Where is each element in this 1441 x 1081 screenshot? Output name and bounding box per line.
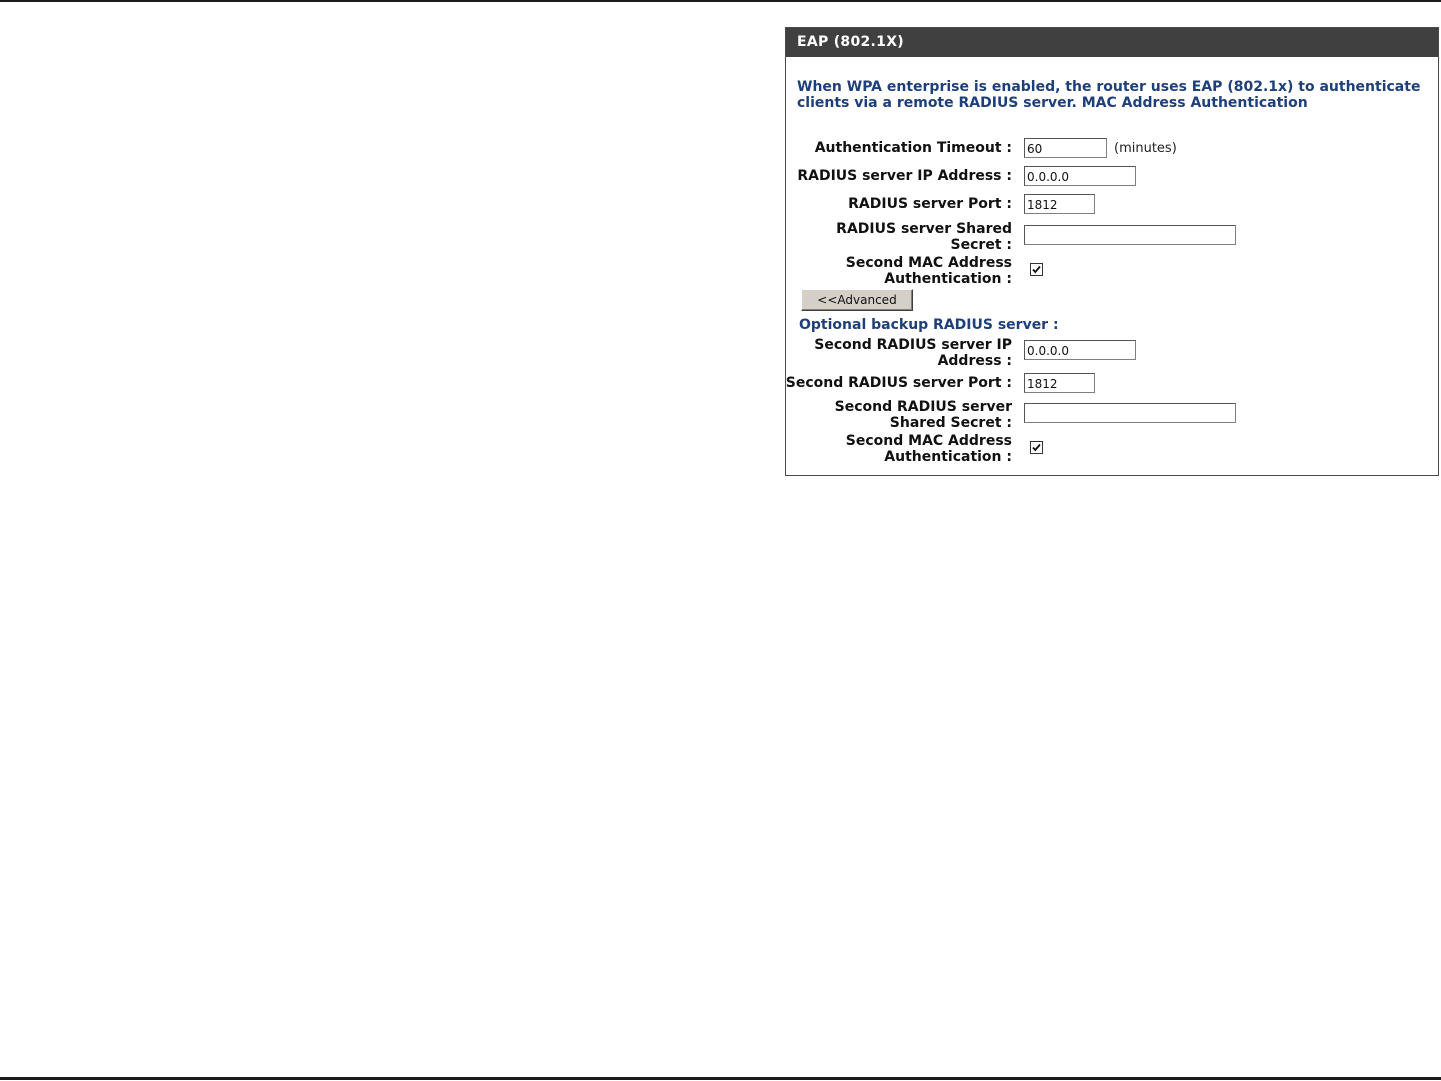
panel-title: EAP (802.1X) [786,28,1438,57]
radius-port-label: RADIUS server Port : [848,196,1012,212]
radius-ip-label: RADIUS server IP Address : [797,168,1012,184]
bottom-rule [0,1077,1441,1080]
mac-auth-checkbox[interactable] [1030,263,1043,276]
checkmark-icon [1031,264,1042,275]
backup-secret-label-line2: Shared Secret : [889,415,1012,431]
backup-mac-auth-label-line1: Second MAC Address [845,433,1012,449]
radius-secret-label-line2: Secret : [950,237,1012,253]
radius-ip-input[interactable] [1024,166,1136,186]
radius-port-input[interactable] [1024,194,1095,214]
backup-secret-label [835,399,1012,431]
backup-radius-title: Optional backup RADIUS server : [799,317,1059,333]
eap-settings-panel [785,27,1439,476]
backup-ip-label-line2: Address : [937,353,1012,369]
backup-mac-auth-label-line2: Authentication : [884,449,1012,465]
auth-timeout-unit: (minutes) [1114,141,1177,156]
backup-port-label: Second RADIUS server Port : [785,375,1012,391]
radius-secret-label [836,221,1012,253]
auth-timeout-label: Authentication Timeout : [814,140,1012,156]
backup-ip-label [814,337,1012,369]
backup-ip-input[interactable] [1024,340,1136,360]
advanced-toggle-button[interactable]: <<Advanced [801,289,913,311]
mac-auth-label [846,255,1012,287]
backup-port-input[interactable] [1024,373,1095,393]
backup-mac-auth-label [846,433,1012,465]
top-rule [0,0,1441,2]
panel-description: When WPA enterprise is enabled, the router uses EAP (802.1x) to authenticate clients via a remote RADIUS server. MAC Address Authentication [797,79,1421,111]
backup-ip-label-line1: Second RADIUS server IP [814,337,1012,353]
backup-secret-input[interactable] [1024,403,1236,423]
radius-secret-input[interactable] [1024,225,1236,245]
backup-mac-auth-checkbox[interactable] [1030,441,1043,454]
auth-timeout-input[interactable] [1024,138,1107,158]
radius-secret-label-line1: RADIUS server Shared [836,221,1012,237]
mac-auth-label-line2: Authentication : [884,271,1012,287]
mac-auth-label-line1: Second MAC Address [845,255,1012,271]
checkmark-icon [1031,442,1042,453]
backup-secret-label-line1: Second RADIUS server [834,399,1012,415]
